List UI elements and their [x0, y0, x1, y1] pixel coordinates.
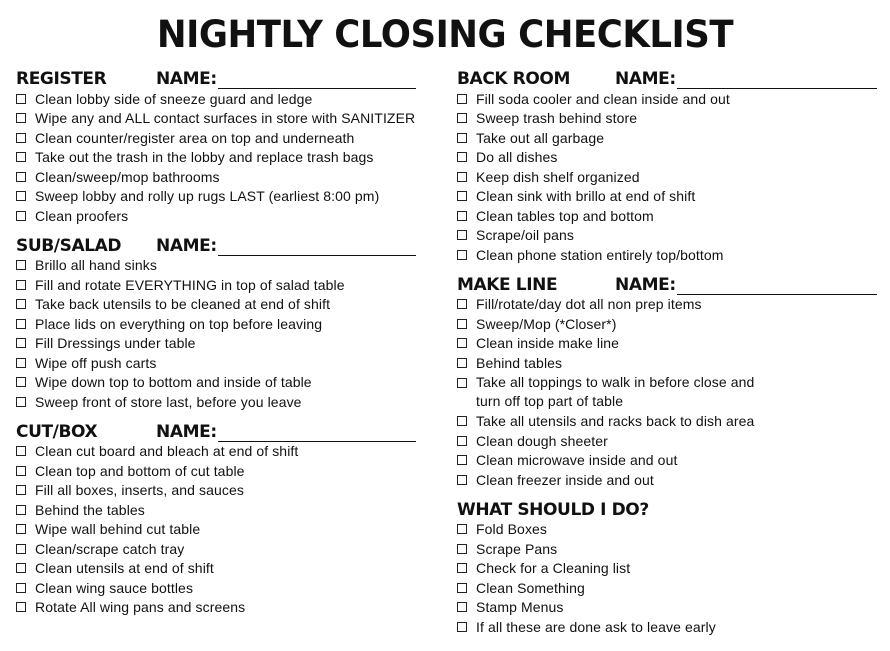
item-label: Stamp Menus — [476, 599, 564, 616]
checkbox[interactable] — [16, 485, 26, 495]
checkbox[interactable] — [457, 358, 467, 368]
checkbox[interactable] — [16, 505, 26, 515]
checkbox[interactable] — [457, 475, 467, 485]
name-field[interactable] — [218, 237, 416, 256]
item-label: Clean freezer inside and out — [476, 471, 654, 488]
list-item — [16, 314, 436, 334]
item-label: Take back utensils to be cleaned at end of shift — [35, 296, 331, 313]
item-label: Clean/sweep/mop bathrooms — [35, 168, 220, 185]
list-item — [457, 334, 877, 354]
item-label: Take all utensils and racks back to dish area — [476, 413, 755, 430]
checklist — [457, 295, 877, 490]
item-label: Fold Boxes — [476, 521, 548, 538]
checkbox[interactable] — [16, 113, 26, 123]
list-item — [457, 314, 877, 334]
checkbox[interactable] — [16, 377, 26, 387]
item-label: Clean proofers — [35, 207, 129, 224]
list-item — [457, 451, 877, 471]
checkbox[interactable] — [457, 172, 467, 182]
section-header — [16, 417, 436, 442]
checkbox[interactable] — [457, 583, 467, 593]
checkbox[interactable] — [457, 544, 467, 554]
list-item — [16, 481, 436, 501]
item-label: If all these are done ask to leave early — [476, 618, 716, 635]
list-item — [16, 275, 436, 295]
list-item — [16, 461, 436, 481]
item-label: Clean microwave inside and out — [476, 452, 678, 469]
item-label: Clean dough sheeter — [476, 432, 608, 449]
list-item — [16, 334, 436, 354]
item-label: Sweep trash behind store — [476, 110, 638, 127]
item-label: Clean lobby side of sneeze guard and ledge — [35, 90, 313, 107]
list-item — [16, 128, 436, 148]
list-item — [457, 470, 877, 490]
item-label: Rotate All wing pans and screens — [35, 599, 246, 616]
list-item — [16, 148, 436, 168]
section-make-line — [457, 270, 877, 490]
section-cut-box — [16, 417, 436, 618]
item-label: Keep dish shelf organized — [476, 168, 640, 185]
checkbox[interactable] — [16, 299, 26, 309]
section-header — [16, 231, 436, 256]
item-label: Clean top and bottom of cut table — [35, 462, 245, 479]
checkbox[interactable] — [16, 94, 26, 104]
list-item — [16, 598, 436, 618]
name-field[interactable] — [677, 276, 877, 295]
checkbox[interactable] — [16, 172, 26, 182]
list-item — [16, 392, 436, 412]
list-item — [16, 295, 436, 315]
item-label: Clean Something — [476, 579, 585, 596]
name-label: NAME: — [615, 69, 676, 89]
checkbox[interactable] — [457, 211, 467, 221]
name-label: NAME: — [156, 421, 217, 442]
item-label: Clean utensils at end of shift — [35, 560, 214, 577]
list-item — [16, 206, 436, 226]
checkbox[interactable] — [457, 299, 467, 309]
item-label: Clean/scrape catch tray — [35, 540, 185, 557]
checkbox[interactable] — [457, 230, 467, 240]
checkbox[interactable] — [16, 583, 26, 593]
item-label: Brillo all hand sinks — [35, 257, 157, 274]
checkbox[interactable] — [16, 397, 26, 407]
item-label: Clean phone station entirely top/bottom — [476, 246, 724, 263]
item-label: Take out the trash in the lobby and replace trash bags — [35, 149, 374, 166]
item-label: Clean tables top and bottom — [476, 207, 654, 224]
list-item — [457, 109, 877, 129]
item-label: Wipe any and ALL contact surfaces in store with SANITIZER — [35, 110, 416, 127]
list-item — [457, 520, 877, 540]
checkbox[interactable] — [16, 524, 26, 534]
checklist — [16, 256, 436, 412]
page-title: NIGHTLY CLOSING CHECKLIST — [156, 13, 734, 56]
item-label: Clean cut board and bleach at end of shift — [35, 443, 299, 460]
checkbox[interactable] — [457, 191, 467, 201]
checkbox[interactable] — [457, 622, 467, 632]
item-label: Fill/rotate/day dot all non prep items — [476, 296, 702, 313]
checkbox[interactable] — [16, 152, 26, 162]
list-item — [16, 559, 436, 579]
checkbox[interactable] — [16, 280, 26, 290]
checkbox[interactable] — [16, 260, 26, 270]
item-label: Scrape/oil pans — [476, 227, 575, 244]
list-item — [457, 206, 877, 226]
list-item — [16, 353, 436, 373]
item-label: Sweep/Mop (*Closer*) — [476, 315, 617, 332]
checkbox[interactable] — [16, 133, 26, 143]
list-item — [16, 167, 436, 187]
list-item — [457, 167, 877, 187]
checkbox[interactable] — [16, 338, 26, 348]
checkbox[interactable] — [457, 94, 467, 104]
item-label: Behind tables — [476, 354, 563, 371]
list-item — [457, 353, 877, 373]
list-item — [457, 187, 877, 207]
item-label: Fill and rotate EVERYTHING in top of salad table — [35, 276, 345, 293]
checkbox[interactable] — [16, 211, 26, 221]
checkbox[interactable] — [457, 455, 467, 465]
checkbox[interactable] — [457, 436, 467, 446]
list-item — [457, 598, 877, 618]
checkbox[interactable] — [16, 563, 26, 573]
section-header — [457, 495, 877, 520]
item-label: Wipe off push carts — [35, 354, 157, 371]
item-label: Behind the tables — [35, 501, 145, 518]
name-label: NAME: — [615, 274, 676, 295]
checkbox[interactable] — [457, 338, 467, 348]
checkbox[interactable] — [457, 250, 467, 260]
section-title: BACK ROOM — [457, 69, 570, 89]
checkbox[interactable] — [16, 466, 26, 476]
item-label: Fill Dressings under table — [35, 335, 196, 352]
item-label: Wipe down top to bottom and inside of table — [35, 374, 312, 391]
item-label: Fill soda cooler and clean inside and out — [476, 90, 730, 107]
checkbox[interactable] — [457, 524, 467, 534]
list-item — [457, 148, 877, 168]
checklist — [457, 89, 877, 265]
list-item — [457, 578, 877, 598]
list-item — [16, 500, 436, 520]
list-item — [457, 226, 877, 246]
checkbox[interactable] — [16, 544, 26, 554]
item-label: Clean counter/register area on top and underneath — [35, 129, 355, 146]
list-item — [16, 89, 436, 109]
checkbox[interactable] — [16, 602, 26, 612]
checkbox[interactable] — [457, 133, 467, 143]
item-label: Sweep front of store last, before you leave — [35, 393, 302, 410]
item-label: Sweep lobby and rolly up rugs LAST (earliest 8:00 pm) — [35, 188, 380, 205]
list-item — [457, 373, 877, 412]
item-label: Do all dishes — [476, 149, 558, 166]
checkbox[interactable] — [457, 602, 467, 612]
item-label: Clean wing sauce bottles — [35, 579, 194, 596]
section-title: WHAT SHOULD I DO? — [457, 499, 649, 520]
section-title: REGISTER — [16, 69, 107, 89]
checklist — [457, 520, 877, 637]
item-label: Wipe wall behind cut table — [35, 521, 201, 538]
right-column — [457, 64, 877, 642]
list-item — [16, 578, 436, 598]
section-header — [457, 270, 877, 295]
section-header — [457, 64, 877, 89]
list-item — [457, 412, 877, 432]
list-item — [457, 295, 877, 315]
name-field[interactable] — [218, 423, 416, 442]
section-what-should-i-do — [457, 495, 877, 637]
checklist — [16, 89, 436, 226]
checkbox[interactable] — [16, 319, 26, 329]
section-title: CUT/BOX — [16, 421, 98, 442]
item-label: Scrape Pans — [476, 540, 558, 557]
item-label: Place lids on everything on top before leaving — [35, 315, 323, 332]
list-item — [457, 245, 877, 265]
section-title: SUB/SALAD — [16, 235, 122, 256]
list-item — [457, 539, 877, 559]
checkbox[interactable] — [16, 358, 26, 368]
name-label: NAME: — [156, 69, 217, 89]
section-back-room — [457, 64, 877, 265]
section-header — [16, 64, 436, 89]
section-register — [16, 64, 436, 226]
item-label: Take all toppings to walk in before close and turn off top part of table — [476, 373, 755, 409]
section-title: MAKE LINE — [457, 274, 558, 295]
checkbox[interactable] — [457, 563, 467, 573]
checkbox[interactable] — [457, 378, 467, 388]
list-item — [457, 128, 877, 148]
checkbox[interactable] — [457, 113, 467, 123]
list-item — [457, 431, 877, 451]
list-item — [16, 187, 436, 207]
item-label: Clean inside make line — [476, 335, 620, 352]
checkbox[interactable] — [16, 446, 26, 456]
section-sub-salad — [16, 231, 436, 412]
item-label: Take out all garbage — [476, 129, 605, 146]
left-column — [16, 64, 436, 622]
list-item — [16, 256, 436, 276]
list-item — [457, 617, 877, 637]
name-field[interactable] — [677, 70, 877, 89]
item-label: Fill all boxes, inserts, and sauces — [35, 482, 244, 499]
list-item — [16, 109, 436, 129]
checkbox[interactable] — [457, 319, 467, 329]
name-field[interactable] — [218, 70, 416, 89]
checkbox[interactable] — [457, 152, 467, 162]
list-item — [457, 559, 877, 579]
list-item — [16, 520, 436, 540]
list-item — [16, 539, 436, 559]
list-item — [457, 89, 877, 109]
item-label: Clean sink with brillo at end of shift — [476, 188, 696, 205]
checkbox[interactable] — [16, 191, 26, 201]
name-label: NAME: — [156, 235, 217, 256]
checklist — [16, 442, 436, 618]
item-label: Check for a Cleaning list — [476, 560, 631, 577]
list-item — [16, 373, 436, 393]
list-item — [16, 442, 436, 462]
checkbox[interactable] — [457, 416, 467, 426]
